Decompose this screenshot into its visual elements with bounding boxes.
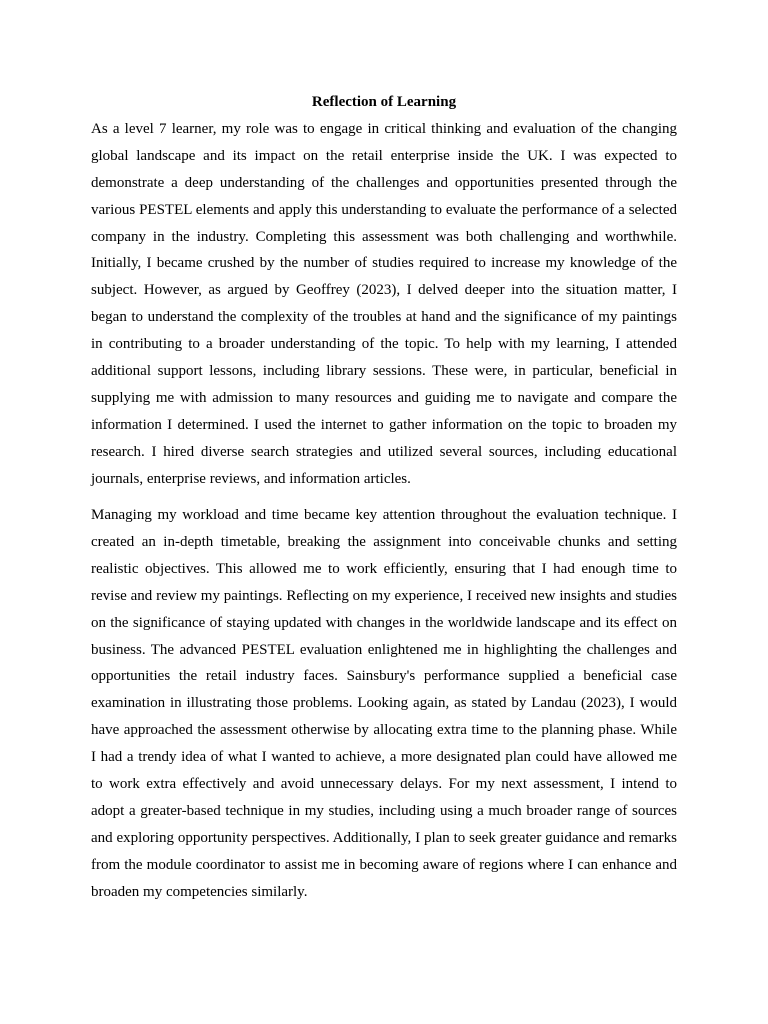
document-page [91,89,677,905]
document-body [91,116,677,905]
paragraph-line: research. I hired diverse search strategies and utilized several sources, including educational [91,443,677,460]
paragraph-line: demonstrate a deep understanding of the challenges and opportunities presented through the [91,174,677,191]
paragraph-line: additional support lessons, including library sessions. These were, in particular, beneficial in [91,363,677,380]
body-paragraph [91,116,677,492]
paragraph-line: examination in illustrating those problems. Looking again, as stated by Landau (2023), I would [91,695,677,712]
paragraph-line: broaden my competencies similarly. [91,883,308,900]
body-paragraph [91,502,677,905]
paragraph-line: realistic objectives. This allowed me to work efficiently, ensuring that I had enough time to [91,560,677,577]
paragraph-line: global landscape and its impact on the retail enterprise inside the UK. I was expected to [91,147,677,164]
paragraph-line: information I determined. I used the internet to gather information on the topic to broaden my [91,416,677,433]
paragraph-line: created an in-depth timetable, breaking the assignment into conceivable chunks and setting [91,533,677,550]
paragraph-line: opportunities the retail industry faces. Sainsbury's performance supplied a beneficial case [91,668,677,685]
paragraph-line: revise and review my paintings. Reflecting on my experience, I received new insights and studies [91,587,677,604]
paragraph-line: I had a trendy idea of what I wanted to achieve, a more designated plan could have allowed me [91,749,677,766]
paragraph-line: in contributing to a broader understanding of the topic. To help with my learning, I attended [91,336,677,353]
paragraph-line: have approached the assessment otherwise by allocating extra time to the planning phase. While [91,722,677,739]
paragraph-line: supplying me with admission to many resources and guiding me to navigate and compare the [91,389,677,406]
paragraph-line: subject. However, as argued by Geoffrey (2023), I delved deeper into the situation matter, I [91,282,677,299]
paragraph-line: As a level 7 learner, my role was to engage in critical thinking and evaluation of the changing [91,121,677,137]
paragraph-line: company in the industry. Completing this assessment was both challenging and worthwhile. [91,228,677,245]
paragraph-line: Managing my workload and time became key attention throughout the evaluation technique. I [91,507,677,524]
paragraph-line: business. The advanced PESTEL evaluation enlightened me in highlighting the challenges and [91,641,677,658]
paragraph-line: on the significance of staying updated with changes in the worldwide landscape and its effect on [91,614,677,631]
paragraph-line: to work extra effectively and avoid unnecessary delays. For my next assessment, I intend to [91,775,677,792]
paragraph-line: various PESTEL elements and apply this understanding to evaluate the performance of a selected [91,201,677,218]
paragraph-line: from the module coordinator to assist me in becoming aware of regions where I can enhance and [91,856,677,873]
paragraph-line: Initially, I became crushed by the number of studies required to increase my knowledge of the [91,255,677,272]
paragraph-line: adopt a greater-based technique in my studies, including using a much broader range of sources [91,802,677,819]
paragraph-line: journals, enterprise reviews, and information articles. [91,470,411,487]
paragraph-line: and exploring opportunity perspectives. Additionally, I plan to seek greater guidance and remarks [91,829,677,846]
document-title: Reflection of Learning [311,94,457,110]
paragraph-line: began to understand the complexity of the troubles at hand and the significance of my paintings [91,309,677,326]
